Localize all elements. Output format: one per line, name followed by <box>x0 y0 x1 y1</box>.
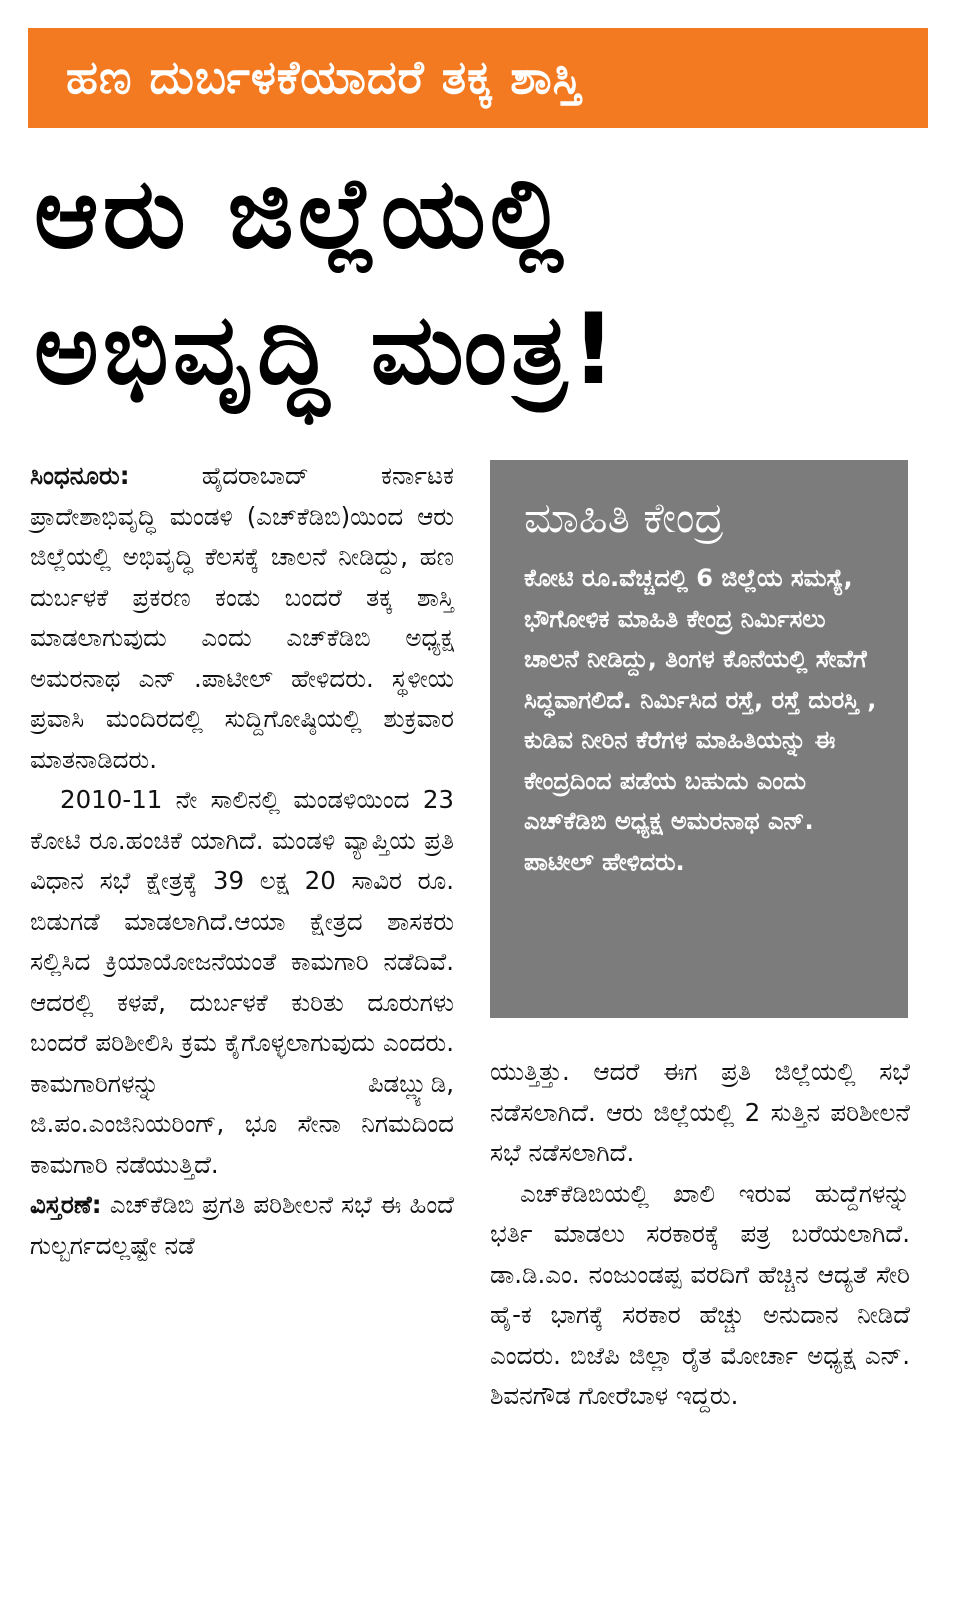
headline <box>34 146 934 418</box>
subhead: ವಿಸ್ತರಣೆ: <box>30 1190 102 1219</box>
paragraph-3-continued: ಯುತ್ತಿತ್ತು. ಆದರೆ ಈಗ ಪ್ರತಿ ಜಿಲ್ಲೆಯಲ್ಲಿ ಸಭೆ ನಡೆಸಲಾಗಿದೆ. ಆರು ಜಿಲ್ಲೆಯಲ್ಲಿ 2 ಸುತ್ತಿನ ಪರಿಶೀಲನೆ ಸಭೆ ನಡೆಸಲಾಗಿದೆ. <box>490 1057 910 1167</box>
article-column-left <box>30 456 454 1266</box>
paragraph-3 <box>30 1185 454 1266</box>
kicker-banner <box>28 28 928 128</box>
info-box-text: ಕೋಟಿ ರೂ.ವೆಚ್ಚದಲ್ಲಿ 6 ಜಿಲ್ಲೆಯ ಸಮಸ್ಯೆ, ಭೌಗೋಳಿಕ ಮಾಹಿತಿ ಕೇಂದ್ರ ನಿರ್ಮಿಸಲು ಚಾಲನೆ ನೀಡಿದ್ದು, ತಿಂಗಳ ಕೊನೆಯಲ್ಲಿ ಸೇವೆಗೆ ಸಿದ್ಧವಾಗಲಿದೆ. ನಿರ್ಮಿಸಿದ ರಸ್ತೆ, ರಸ್ತೆ ದುರಸ್ತಿ , ಕುಡಿವ ನೀರಿನ ಕೆರೆಗಳ ಮಾಹಿತಿಯನ್ನು ಈ ಕೇಂದ್ರದಿಂದ ಪಡೆಯ ಬಹುದು ಎಂದು ಎಚ್‌ಕೆಡಿಬಿ ಅಧ್ಯಕ್ಷ ಅಮರನಾಥ ಎನ್. ಪಾಟೀಲ್ ಹೇಳಿದರು. <box>524 564 877 876</box>
headline-line-1: ಆರು ಜಿಲ್ಲೆಯಲ್ಲಿ <box>34 157 568 271</box>
paragraph-3-text: ಎಚ್‌ಕೆಡಿಬಿ ಪ್ರಗತಿ ಪರಿಶೀಲನೆ ಸಭೆ ಈ ಹಿಂದೆ ಗುಲ್ಬರ್ಗದಲ್ಲಷ್ಟೇ ನಡೆ <box>30 1190 454 1260</box>
dateline: ಸಿಂಧನೂರು: <box>30 461 130 490</box>
paragraph-1 <box>30 456 454 780</box>
info-box <box>490 460 908 1018</box>
kicker-text: ಹಣ ದುರ್ಬಳಕೆಯಾದರೆ ತಕ್ಕ ಶಾಸ್ತಿ <box>66 50 582 104</box>
paragraph-1-text: ಹೈದರಾಬಾದ್ ಕರ್ನಾಟಕ ಪ್ರಾದೇಶಾಭಿವೃದ್ಧಿ ಮಂಡಳಿ (ಎಚ್‌ಕೆಡಿಬಿ)ಯಿಂದ ಆರು ಜಿಲ್ಲೆಯಲ್ಲಿ ಅಭಿವೃದ್ಧಿ ಕೆಲಸಕ್ಕೆ ಚಾಲನೆ ನೀಡಿದ್ದು, ಹಣ ದುರ್ಬಳಕೆ ಪ್ರಕರಣ ಕಂಡು ಬಂದರೆ ತಕ್ಕ ಶಾಸ್ತಿ ಮಾಡಲಾಗುವುದು ಎಂದು ಎಚ್‌ಕೆಡಿಬಿ ಅಧ್ಯಕ್ಷ ಅಮರನಾಥ ಎನ್ .ಪಾಟೀಲ್ ಹೇಳಿದರು. ಸ್ಥಳೀಯ ಪ್ರವಾಸಿ ಮಂದಿರದಲ್ಲಿ ಸುದ್ದಿಗೋಷ್ಠಿಯಲ್ಲಿ ಶುಕ್ರವಾರ ಮಾತನಾಡಿದರು. <box>30 461 454 774</box>
article-column-right <box>490 1052 910 1417</box>
paragraph-4: ಎಚ್‌ಕೆಡಿಬಿಯಲ್ಲಿ ಖಾಲಿ ಇರುವ ಹುದ್ದೆಗಳನ್ನು ಭರ್ತಿ ಮಾಡಲು ಸರಕಾರಕ್ಕೆ ಪತ್ರ ಬರೆಯಲಾಗಿದೆ. ಡಾ.ಡಿ.ಎಂ. ನಂಜುಂಡಪ್ಪ ವರದಿಗೆ ಹೆಚ್ಚಿನ ಆದ್ಯತೆ ಸೇರಿ ಹೈ-ಕ ಭಾಗಕ್ಕೆ ಸರಕಾರ ಹೆಚ್ಚು ಅನುದಾನ ನೀಡಿದೆ ಎಂದರು. ಬಿಜೆಪಿ ಜಿಲ್ಲಾ ರೈತ ಮೋರ್ಚಾ ಅಧ್ಯಕ್ಷ ಎನ್. ಶಿವನಗೌಡ ಗೋರೆಬಾಳ ಇದ್ದರು. <box>490 1178 910 1410</box>
paragraph-2: 2010-11 ನೇ ಸಾಲಿನಲ್ಲಿ ಮಂಡಳಿಯಿಂದ 23 ಕೋಟಿ ರೂ.ಹಂಚಿಕೆ ಯಾಗಿದೆ. ಮಂಡಳಿ ವ್ಯಾಪ್ತಿಯ ಪ್ರತಿ ವಿಧಾನ ಸಭೆ ಕ್ಷೇತ್ರಕ್ಕೆ 39 ಲಕ್ಷ 20 ಸಾವಿರ ರೂ. ಬಿಡುಗಡೆ ಮಾಡಲಾಗಿದೆ.ಆಯಾ ಕ್ಷೇತ್ರದ ಶಾಸಕರು ಸಲ್ಲಿಸಿದ ಕ್ರಿಯಾಯೋಜನೆಯಂತೆ ಕಾಮಗಾರಿ ನಡೆದಿವೆ. ಆದರಲ್ಲಿ ಕಳಪೆ, ದುರ್ಬಳಕೆ ಕುರಿತು ದೂರುಗಳು ಬಂದರೆ ಪರಿಶೀಲಿಸಿ ಕ್ರಮ ಕೈಗೊಳ್ಳಲಾಗುವುದು ಎಂದರು. ಕಾಮಗಾರಿಗಳನ್ನು ಪಿಡಬ್ಲ್ಯುಡಿ, ಜಿ.ಪಂ.ಎಂಜಿನಿಯರಿಂಗ್, ಭೂ ಸೇನಾ ನಿಗಮದಿಂದ ಕಾಮಗಾರಿ ನಡೆಯುತ್ತಿದೆ. <box>30 785 454 1179</box>
info-box-title: ಮಾಹಿತಿ ಕೇಂದ್ರ <box>524 493 724 542</box>
headline-line-2: ಅಭಿವೃದ್ಧಿ ಮಂತ್ರ! <box>34 293 620 407</box>
